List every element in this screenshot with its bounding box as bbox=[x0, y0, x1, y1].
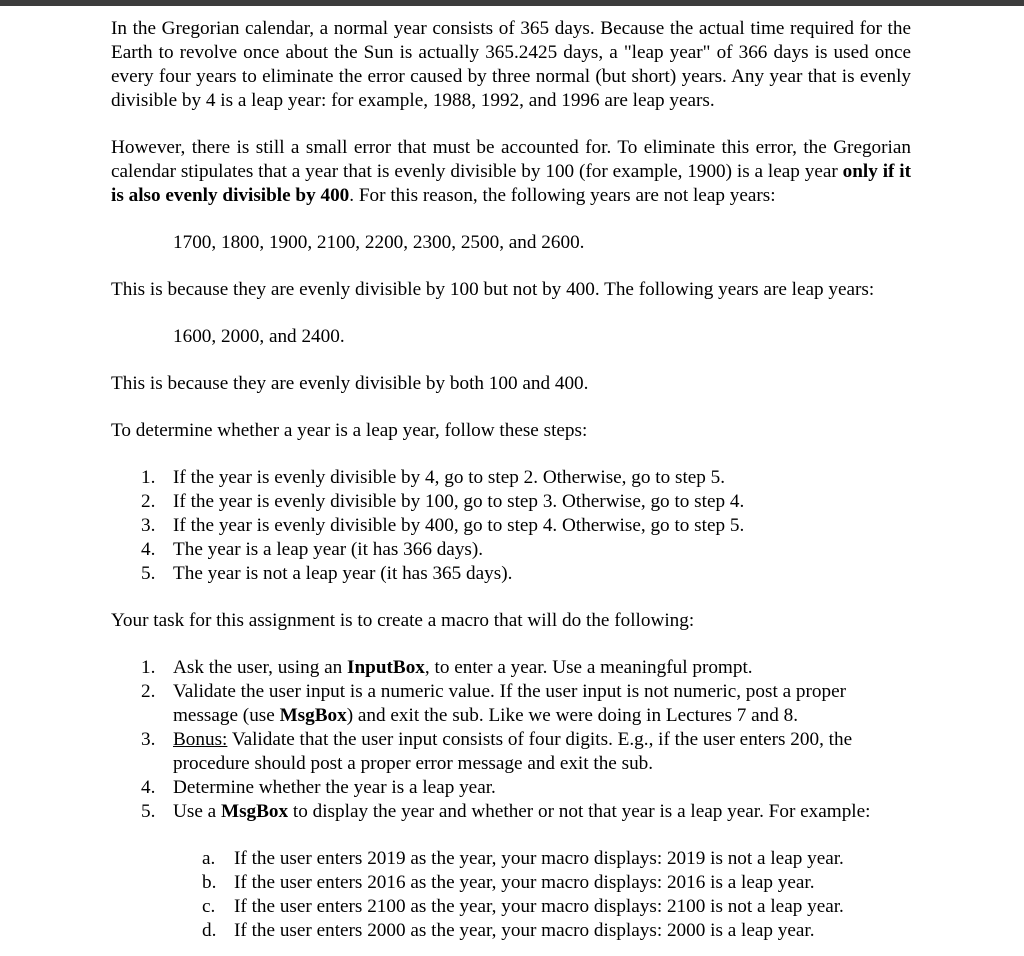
list-item: 2. Validate the user input is a numeric value. If the user input is not numeric, post a proper message (use MsgBox) and exit the sub. Like we were doing in Lectures 7 and 8. bbox=[141, 681, 846, 726]
list-item: 3. Bonus: Validate that the user input consists of four digits. E.g., if the user enters 200, the procedure should post a proper error message and exit the sub. bbox=[141, 729, 853, 774]
document-page bbox=[111, 17, 911, 943]
list-item: a. If the user enters 2019 as the year, your macro displays: 2019 is not a leap year. bbox=[202, 848, 844, 869]
list-item: b. If the user enters 2016 as the year, your macro displays: 2016 is a leap year. bbox=[202, 872, 815, 893]
divisible-explanation: This is because they are evenly divisible by 100 but not by 400. The following years are leap years: bbox=[111, 279, 875, 300]
p2-bold-rule: only if it is also evenly divisible by 400 bbox=[111, 161, 911, 206]
gregorian-error-paragraph bbox=[111, 136, 911, 208]
list-item: c. If the user enters 2100 as the year, your macro displays: 2100 is not a leap year. bbox=[202, 896, 844, 917]
not-leap-years-list: 1700, 1800, 1900, 2100, 2200, 2300, 2500, and 2600. bbox=[173, 232, 585, 253]
top-bar bbox=[0, 0, 1024, 6]
list-item: 5. The year is not a leap year (it has 365 days). bbox=[141, 563, 513, 584]
list-item: 4. The year is a leap year (it has 366 days). bbox=[141, 539, 484, 560]
intro-paragraph: In the Gregorian calendar, a normal year consists of 365 days. Because the actual time required for the Earth to revolve once about the Sun is actually 365.2425 days, a "leap year" of 366 days is used once every four years to eliminate the error caused by three normal (but short) years. Any year that is evenly divisible by 4 is a leap year: for example, 1988, 1992, and 1996 are leap years. bbox=[111, 18, 911, 111]
p2-text-b: . For this reason, the following years are not leap years: bbox=[349, 185, 776, 206]
both-divisible-explanation: This is because they are evenly divisible by both 100 and 400. bbox=[111, 373, 589, 394]
list-item: 4. Determine whether the year is a leap year. bbox=[141, 777, 496, 798]
list-item: 1. If the year is evenly divisible by 4, go to step 2. Otherwise, go to step 5. bbox=[141, 467, 726, 488]
list-item: 5. Use a MsgBox to display the year and whether or not that year is a leap year. For example: bbox=[141, 801, 871, 822]
task-intro: Your task for this assignment is to create a macro that will do the following: bbox=[111, 610, 695, 631]
list-item: 1. Ask the user, using an InputBox, to enter a year. Use a meaningful prompt. bbox=[141, 657, 753, 678]
list-item: 3. If the year is evenly divisible by 400, go to step 4. Otherwise, go to step 5. bbox=[141, 515, 745, 536]
steps-intro: To determine whether a year is a leap year, follow these steps: bbox=[111, 420, 588, 441]
list-item: d. If the user enters 2000 as the year, your macro displays: 2000 is a leap year. bbox=[202, 920, 815, 941]
leap-years-list: 1600, 2000, and 2400. bbox=[173, 326, 345, 347]
p2-text-a: However, there is still a small error that must be accounted for. To eliminate this error, the Gregorian calendar stipulates that a year that is evenly divisible by 100 (for example, 1900) is a leap year bbox=[111, 137, 911, 182]
list-item: 2. If the year is evenly divisible by 100, go to step 3. Otherwise, go to step 4. bbox=[141, 491, 745, 512]
task-list bbox=[111, 656, 911, 824]
example-list bbox=[111, 847, 911, 943]
steps-list bbox=[111, 466, 911, 586]
